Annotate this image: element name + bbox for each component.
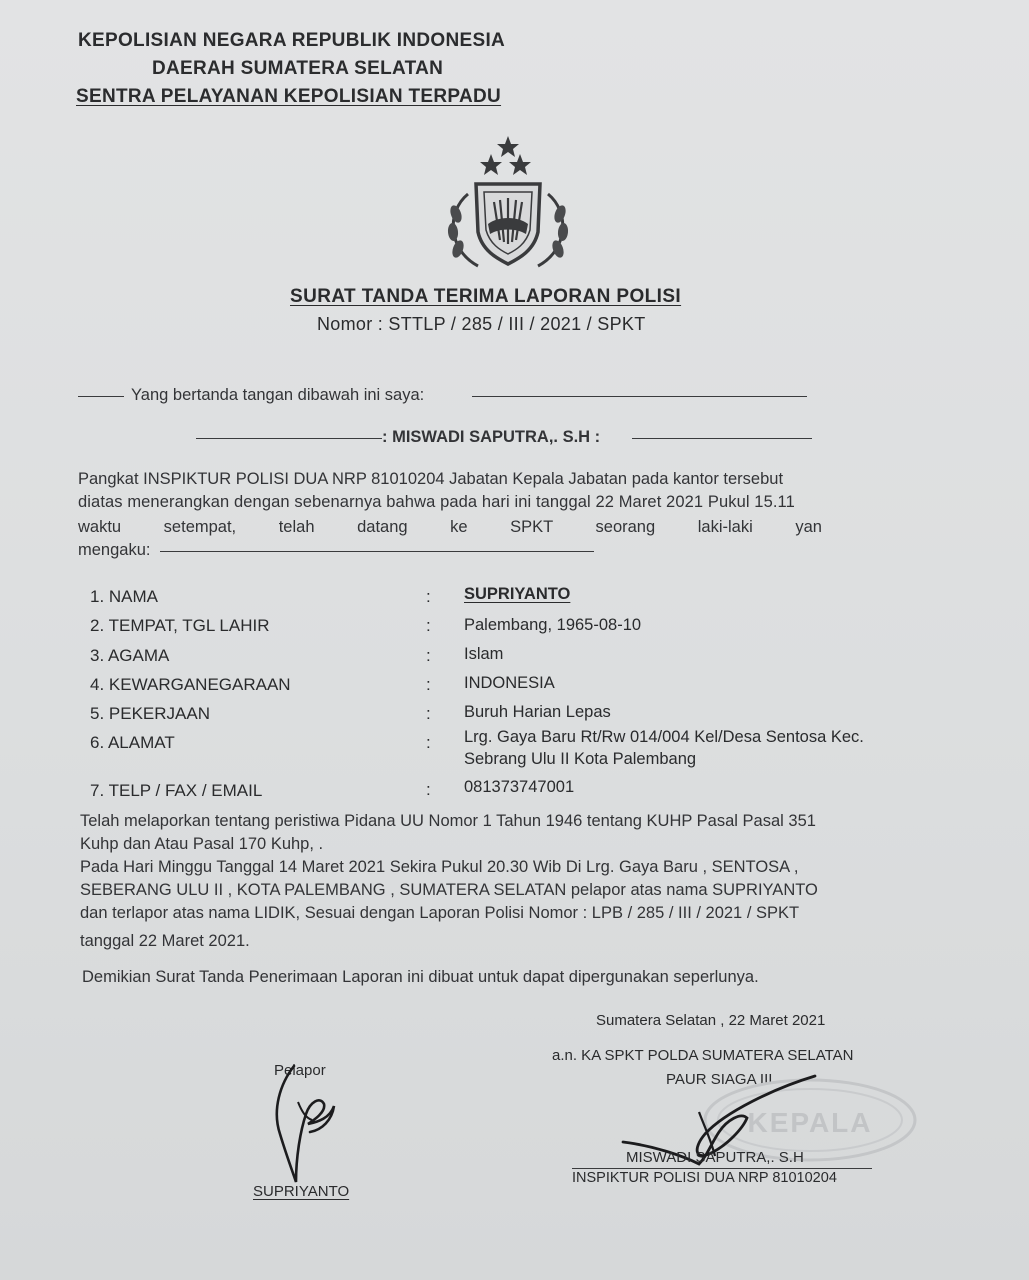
identity-value: Buruh Harian Lepas xyxy=(464,703,611,721)
intro-paragraph-line-2: diatas menerangkan dengan sebenarnya bahwa pada hari ini tanggal 22 Maret 2021 Pukul 15.11 xyxy=(78,493,795,511)
reporter-name: SUPRIYANTO xyxy=(253,1183,350,1200)
officer-title-2: PAUR SIAGA III xyxy=(666,1071,773,1088)
identity-value: 081373747001 xyxy=(464,778,575,796)
identity-label: 7. TELP / FAX / EMAIL xyxy=(90,781,263,800)
header-line-2: DAERAH SUMATERA SELATAN xyxy=(152,58,444,79)
identity-colon: : xyxy=(426,616,431,635)
report-line-2: Kuhp dan Atau Pasal 170 Kuhp, . xyxy=(80,835,324,853)
identity-label: 1. NAMA xyxy=(90,587,159,606)
reporter-signature-icon xyxy=(262,1062,352,1187)
officer-title-1: a.n. KA SPKT POLDA SUMATERA SELATAN xyxy=(552,1047,854,1064)
report-line-6: tanggal 22 Maret 2021. xyxy=(80,932,250,950)
identity-label: 5. PEKERJAAN xyxy=(90,704,210,723)
stamp-text: KEPALA xyxy=(747,1107,873,1138)
officer-name: MISWADI SAPUTRA,. S.H xyxy=(626,1149,804,1166)
fill-line xyxy=(472,396,807,397)
identity-value: Lrg. Gaya Baru Rt/Rw 014/004 Kel/Desa Sentosa Kec. xyxy=(464,728,864,746)
closing-statement: Demikian Surat Tanda Penerimaan Laporan ini dibuat untuk dapat dipergunakan seperlunya. xyxy=(82,968,759,986)
identity-value: INDONESIA xyxy=(464,674,555,692)
signed-statement: Yang bertanda tangan dibawah ini saya: xyxy=(131,386,425,404)
identity-colon: : xyxy=(426,646,431,665)
document-title: SURAT TANDA TERIMA LAPORAN POLISI xyxy=(290,286,682,307)
identity-value: Islam xyxy=(464,645,504,663)
intro-paragraph-line-3: waktu setempat, telah datang ke SPKT seorang laki-laki yan xyxy=(78,518,822,536)
identity-value-continued: Sebrang Ulu II Kota Palembang xyxy=(464,750,697,768)
intro-paragraph-line-4: mengaku: xyxy=(78,541,151,559)
signature-underline xyxy=(572,1168,872,1169)
fill-line xyxy=(78,396,124,397)
header-line-3: SENTRA PELAYANAN KEPOLISIAN TERPADU xyxy=(76,86,502,107)
identity-colon: : xyxy=(426,780,431,799)
reporter-label: Pelapor xyxy=(274,1062,326,1079)
police-emblem-icon xyxy=(438,132,578,272)
identity-label: 2. TEMPAT, TGL LAHIR xyxy=(90,616,270,635)
identity-label: 3. AGAMA xyxy=(90,646,170,665)
intro-paragraph-line-1: Pangkat INSPIKTUR POLISI DUA NRP 81010204 Jabatan Kepala Jabatan pada kantor tersebut xyxy=(78,470,784,488)
identity-colon: : xyxy=(426,733,431,752)
fill-line xyxy=(632,438,812,439)
place-date: Sumatera Selatan , 22 Maret 2021 xyxy=(596,1012,826,1029)
identity-value: SUPRIYANTO xyxy=(464,585,571,603)
officer-name-line: : MISWADI SAPUTRA,. S.H : xyxy=(382,428,601,446)
identity-colon: : xyxy=(426,704,431,723)
fill-line xyxy=(160,551,594,552)
identity-colon: : xyxy=(426,675,431,694)
header-line-1: KEPOLISIAN NEGARA REPUBLIK INDONESIA xyxy=(78,30,506,51)
identity-label: 6. ALAMAT xyxy=(90,733,175,752)
identity-value: Palembang, 1965-08-10 xyxy=(464,616,642,634)
report-line-5: dan terlapor atas nama LIDIK, Sesuai dengan Laporan Polisi Nomor : LPB / 285 / III / 2021 / SPKT xyxy=(80,904,800,922)
identity-label: 4. KEWARGANEGARAAN xyxy=(90,675,291,694)
report-line-3: Pada Hari Minggu Tanggal 14 Maret 2021 Sekira Pukul 20.30 Wib Di Lrg. Gaya Baru , SENTOSA , xyxy=(80,858,799,876)
document-number: Nomor : STTLP / 285 / III / 2021 / SPKT xyxy=(317,314,646,334)
fill-line xyxy=(196,438,382,439)
identity-colon: : xyxy=(426,587,431,606)
report-line-4: SEBERANG ULU II , KOTA PALEMBANG , SUMATERA SELATAN pelapor atas nama SUPRIYANTO xyxy=(80,881,818,899)
officer-rank: INSPIKTUR POLISI DUA NRP 81010204 xyxy=(572,1170,837,1186)
report-line-1: Telah melaporkan tentang peristiwa Pidana UU Nomor 1 Tahun 1946 tentang KUHP Pasal Pasal 351 xyxy=(80,812,816,830)
